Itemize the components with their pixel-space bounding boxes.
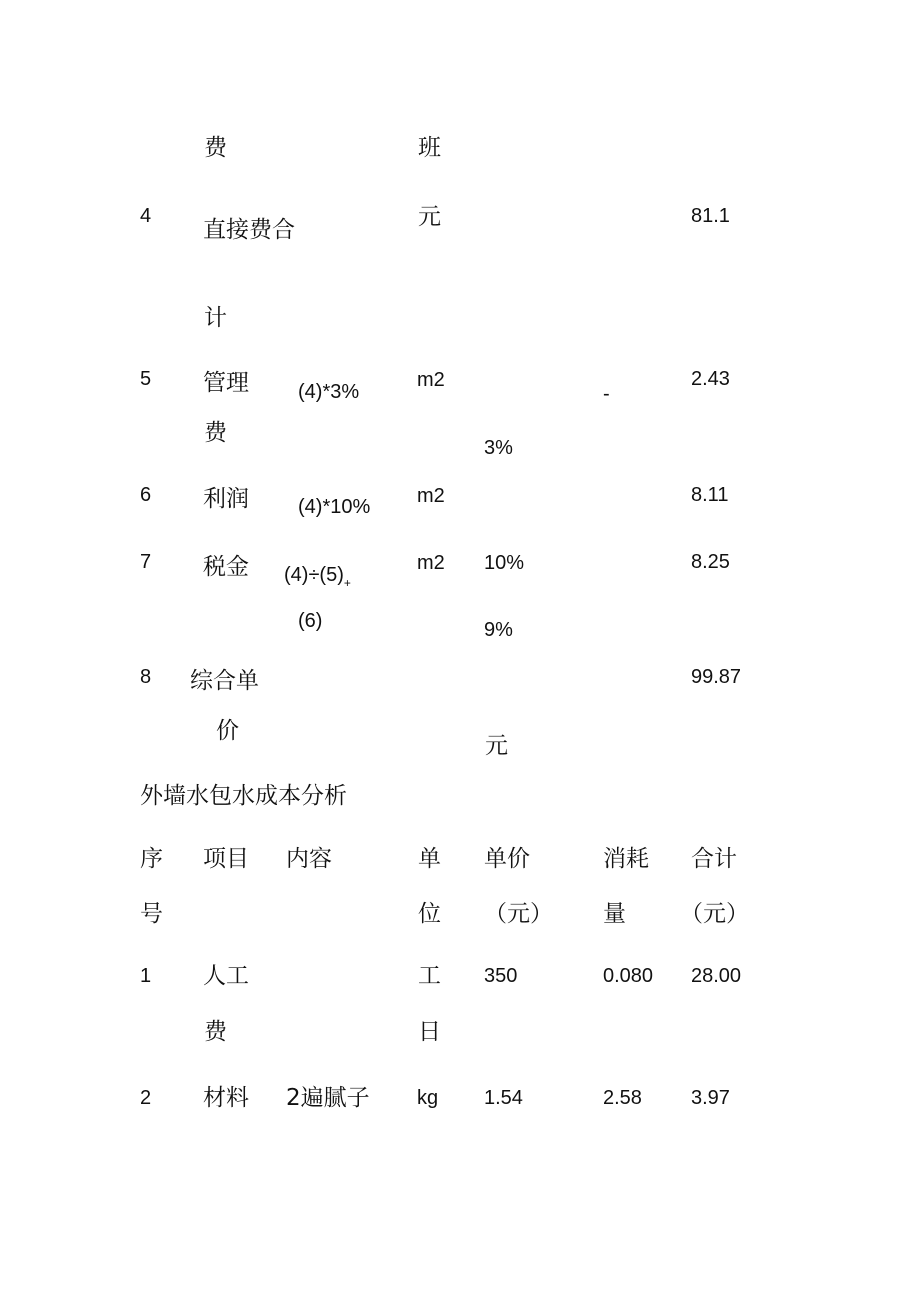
row8-total: 99.87 <box>691 666 742 688</box>
row5-item: 管理 <box>203 370 249 396</box>
row8-no: 8 <box>140 666 152 688</box>
row5-consumption: - <box>603 383 610 405</box>
material-item: 材料 <box>203 1085 249 1111</box>
row8-item-cont: 价 <box>216 718 239 744</box>
labor-no: 1 <box>140 965 152 987</box>
cell-fee-fragment: 费 <box>204 135 227 161</box>
row8-unit: 元 <box>485 733 508 759</box>
labor-total: 28.00 <box>691 965 742 987</box>
material-total: 3.97 <box>691 1087 730 1109</box>
header-consumption: 消耗 <box>603 846 649 872</box>
labor-item: 人工 <box>203 963 249 989</box>
row4-no: 4 <box>140 205 152 227</box>
row5-unit: m2 <box>417 369 445 391</box>
header-no: 序 <box>140 846 163 872</box>
row4-item-cont: 计 <box>204 305 227 331</box>
header-consumption-2: 量 <box>603 901 626 927</box>
labor-price: 350 <box>484 965 518 987</box>
row4-item: 直接费合 <box>203 217 295 243</box>
row4-unit: 元 <box>418 204 441 230</box>
row7-formula-cont: (6) <box>298 610 323 632</box>
header-no-2: 号 <box>140 901 163 927</box>
row5-total: 2.43 <box>691 368 730 390</box>
row8-item: 综合单 <box>190 668 259 694</box>
cell-ban-fragment: 班 <box>418 135 441 161</box>
row7-rate: 10% <box>484 552 525 574</box>
material-consumption: 2.58 <box>603 1087 642 1109</box>
row6-unit: m2 <box>417 485 445 507</box>
row6-total: 8.11 <box>691 484 729 506</box>
header-unit-2: 位 <box>418 901 441 927</box>
row6-item: 利润 <box>203 486 249 512</box>
material-price: 1.54 <box>484 1087 523 1109</box>
material-unit: kg <box>417 1087 439 1109</box>
section-title: 外墙水包水成本分析 <box>140 783 347 809</box>
labor-unit: 工 <box>418 963 441 989</box>
header-item: 项目 <box>203 846 249 872</box>
labor-consumption: 0.080 <box>603 965 654 987</box>
header-price-2: （元） <box>484 901 553 927</box>
row7-no: 7 <box>140 551 152 573</box>
row7-formula-sub: + <box>343 576 351 590</box>
row7-total: 8.25 <box>691 551 730 573</box>
labor-unit-2: 日 <box>418 1019 441 1045</box>
row7-item: 税金 <box>203 554 249 580</box>
row5-formula: (4)*3% <box>298 381 360 403</box>
material-content: 2遍腻子 <box>286 1085 370 1111</box>
header-price: 单价 <box>484 846 530 872</box>
row4-total: 81.1 <box>691 205 730 227</box>
header-unit: 单 <box>418 846 441 872</box>
row7-rate-2: 9% <box>484 619 513 641</box>
row5-item-cont: 费 <box>204 420 227 446</box>
labor-item-cont: 费 <box>204 1019 227 1045</box>
row5-no: 5 <box>140 368 152 390</box>
header-total-2: （元） <box>680 901 749 927</box>
row7-formula <box>284 565 351 589</box>
row7-formula-main: (4)÷(5) <box>284 564 344 586</box>
row6-no: 6 <box>140 484 152 506</box>
header-total: 合计 <box>691 846 737 872</box>
row5-rate: 3% <box>484 437 513 459</box>
row6-formula: (4)*10% <box>298 496 371 518</box>
header-content: 内容 <box>286 846 332 872</box>
material-no: 2 <box>140 1087 152 1109</box>
row7-unit: m2 <box>417 552 445 574</box>
